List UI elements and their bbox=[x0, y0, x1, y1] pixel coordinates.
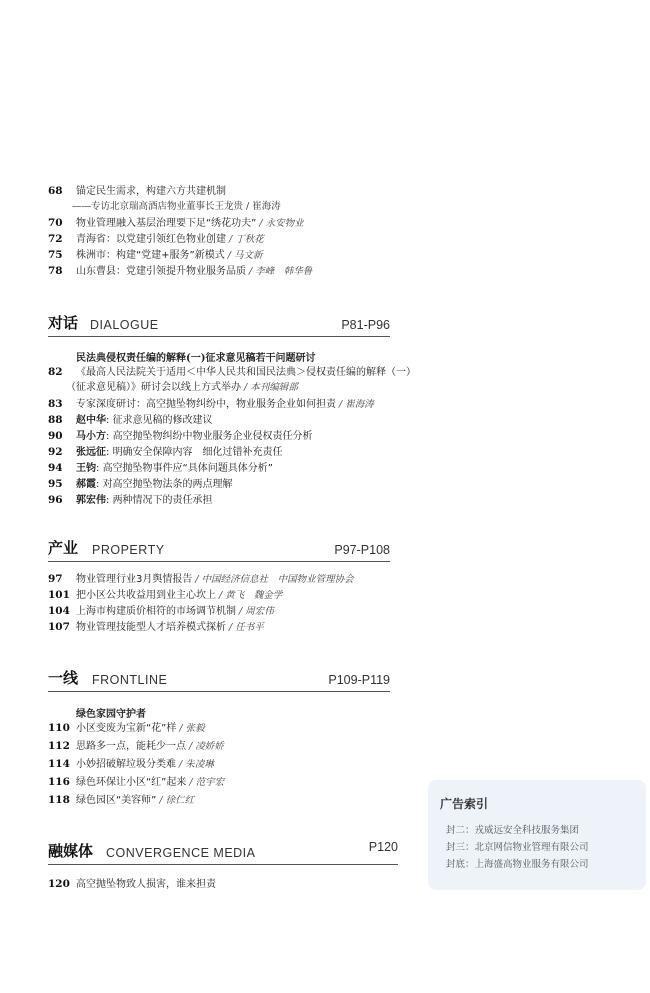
group-heading: 民法典侵权责任编的解释(一)征求意见稿若干问题研讨 bbox=[76, 353, 316, 364]
section-pages: P97-P108 bbox=[334, 543, 390, 557]
toc-entry-110[interactable] bbox=[48, 721, 205, 736]
entry-author: / 周宏伟 bbox=[236, 606, 274, 617]
section-title-en: FRONTLINE bbox=[92, 673, 168, 687]
entry-title: 物业管理行业3月舆情报告 bbox=[76, 574, 193, 585]
toc-entry-78[interactable] bbox=[48, 264, 312, 279]
section-title-cn: 融媒体 bbox=[48, 842, 94, 860]
toc-entry-101[interactable] bbox=[48, 588, 282, 603]
ad-index-item: 封三：北京网信物业管理有限公司 bbox=[446, 842, 589, 853]
author-name: 郭宏伟 bbox=[76, 495, 106, 506]
entry-title: 高空抛坠物纠纷中物业服务企业侵权责任分析 bbox=[112, 431, 313, 442]
section-header-property bbox=[48, 539, 390, 562]
ad-index-box bbox=[428, 780, 646, 890]
page-number: 120 bbox=[48, 878, 70, 890]
group-heading: 绿色家园守护者 bbox=[76, 709, 146, 720]
entry-author: / 黄飞 魏金学 bbox=[216, 590, 283, 601]
section-pages: P81-P96 bbox=[341, 318, 390, 332]
page-number: 104 bbox=[48, 605, 70, 617]
toc-entry-72[interactable] bbox=[48, 232, 264, 247]
author-name: 张远征 bbox=[76, 447, 106, 458]
author-name: 郝霞 bbox=[76, 479, 96, 490]
page-number: 78 bbox=[48, 265, 63, 277]
ad-index-item: 封二：戎威远安全科技服务集团 bbox=[446, 825, 580, 836]
entry-author: / 马文新 bbox=[224, 250, 263, 261]
entry-title: 绿色园区“美容师” bbox=[76, 795, 157, 806]
section-title-cn: 对话 bbox=[48, 314, 79, 332]
section-pages: P109-P119 bbox=[328, 673, 390, 687]
entry-title: 物业管理融入基层治理要下足“绣花功夫” bbox=[76, 218, 257, 229]
author-name: 王钧 bbox=[76, 463, 96, 474]
entry-title: 株洲市：构建“党建+服务”新模式 bbox=[76, 250, 225, 261]
toc-entry-92[interactable]: 92 张远征: 明确安全保障内容 细化过错补充责任 bbox=[48, 446, 283, 458]
entry-author: / 任书平 bbox=[226, 622, 264, 633]
entry-title: 小妙招破解垃圾分类难 bbox=[76, 759, 176, 770]
ad-index-item: 封底：上海盛高物业服务有限公司 bbox=[446, 859, 589, 870]
author-name: 马小方 bbox=[76, 431, 106, 442]
toc-entry-90[interactable]: 90 马小方: 高空抛坠物纠纷中物业服务企业侵权责任分析 bbox=[48, 430, 313, 442]
page-number: 107 bbox=[48, 621, 70, 633]
toc-entry-82-continued[interactable] bbox=[66, 381, 298, 395]
section-pages: P120 bbox=[368, 840, 398, 854]
page-number: 72 bbox=[48, 233, 63, 245]
toc-entry-104[interactable] bbox=[48, 604, 274, 619]
entry-title: 把小区公共收益用到业主心坎上 bbox=[76, 590, 216, 601]
toc-entry-96[interactable]: 96 郭宏伟: 两种情况下的责任承担 bbox=[48, 494, 213, 506]
page-number: 97 bbox=[48, 573, 63, 585]
entry-author: / 永安物业 bbox=[256, 218, 304, 229]
author-name: 赵中华 bbox=[76, 415, 106, 426]
toc-entry-116[interactable] bbox=[48, 775, 224, 790]
entry-title: 高空抛坠物事件应“具体问题具体分析” bbox=[102, 463, 273, 474]
page-number: 116 bbox=[48, 776, 70, 788]
entry-title: 明确安全保障内容 细化过错补充责任 bbox=[112, 447, 283, 458]
entry-title: 青海省：以党建引领红色物业创建 bbox=[76, 234, 226, 245]
page-number: 75 bbox=[48, 249, 63, 261]
section-title-en: DIALOGUE bbox=[90, 318, 159, 332]
entry-author: / 本刊编辑部 bbox=[241, 382, 298, 393]
ad-index-title: 广告索引 bbox=[440, 797, 489, 811]
toc-entry-88[interactable]: 88 赵中华: 征求意见稿的修改建议 bbox=[48, 414, 213, 426]
page-number: 118 bbox=[48, 794, 70, 806]
section-header-convergence-media bbox=[48, 842, 398, 865]
page-number: 112 bbox=[48, 740, 70, 752]
entry-title-continued: （征求意见稿）》研讨会以线上方式举办 bbox=[66, 382, 241, 393]
page-number: 101 bbox=[48, 589, 70, 601]
entry-title: 小区变废为宝新“花”样 bbox=[76, 723, 177, 734]
entry-title: 思路多一点，能耗少一点 bbox=[76, 741, 186, 752]
entry-title: 《最高人民法院关于适用＜中华人民共和国民法典＞侵权责任编的解释（一） bbox=[76, 367, 416, 378]
entry-title: 绿色环保让小区“红”起来 bbox=[76, 777, 187, 788]
toc-entry-107[interactable] bbox=[48, 620, 264, 635]
toc-entry-118[interactable] bbox=[48, 793, 194, 808]
entry-author: / 丁秋花 bbox=[226, 234, 264, 245]
toc-entry-120[interactable] bbox=[48, 877, 216, 892]
section-header-frontline bbox=[48, 669, 390, 692]
page-number: 96 bbox=[48, 494, 63, 506]
page-number: 95 bbox=[48, 478, 63, 490]
entry-author: / 中国经济信息社 中国物业管理协会 bbox=[192, 574, 354, 585]
page-number: 82 bbox=[48, 366, 63, 378]
entry-title: 锚定民生需求，构建六方共建机制 bbox=[76, 186, 226, 197]
entry-author: / 范宇宏 bbox=[186, 777, 225, 788]
entry-author: / 凌娇娇 bbox=[186, 741, 224, 752]
entry-author: / 崔海涛 bbox=[336, 399, 374, 410]
section-title-en: CONVERGENCE MEDIA bbox=[106, 846, 256, 860]
entry-title: 两种情况下的责任承担 bbox=[112, 495, 213, 506]
page-number: 92 bbox=[48, 446, 63, 458]
entry-title: 高空抛坠物致人损害，谁来担责 bbox=[76, 879, 216, 890]
entry-title: 专家深度研讨：高空抛坠物纠纷中，物业服务企业如何担责 bbox=[76, 399, 336, 410]
page-number: 110 bbox=[48, 722, 70, 734]
entry-title: 物业管理技能型人才培养模式探析 bbox=[76, 622, 226, 633]
section-title-cn: 产业 bbox=[48, 539, 79, 557]
toc-entry-112[interactable] bbox=[48, 739, 224, 754]
toc-entry-83[interactable] bbox=[48, 397, 374, 412]
entry-author: / 张毅 bbox=[176, 723, 205, 734]
toc-entry-97[interactable] bbox=[48, 572, 354, 587]
entry-title: 山东曹县：党建引领提升物业服务品质 bbox=[76, 266, 246, 277]
toc-entry-114[interactable] bbox=[48, 757, 214, 772]
entry-subtitle: ——专访北京瑞高酒店物业董事长王龙贵 / 崔海涛 bbox=[72, 201, 281, 212]
page-number: 114 bbox=[48, 758, 70, 770]
page-number: 68 bbox=[48, 185, 63, 197]
toc-entry-94[interactable]: 94 王钧: 高空抛坠物事件应“具体问题具体分析” bbox=[48, 462, 273, 474]
page-number: 88 bbox=[48, 414, 63, 426]
toc-entry-68[interactable] bbox=[48, 184, 226, 199]
page-number: 94 bbox=[48, 462, 63, 474]
entry-author: / 朱凌琳 bbox=[176, 759, 214, 770]
page-number: 83 bbox=[48, 398, 63, 410]
entry-title: 征求意见稿的修改建议 bbox=[112, 415, 213, 426]
toc-entry-82[interactable] bbox=[48, 365, 416, 380]
section-header-dialogue bbox=[48, 314, 390, 337]
toc-entry-75[interactable] bbox=[48, 248, 263, 263]
entry-author: / 李峰 韩华鲁 bbox=[246, 266, 313, 277]
page-number: 90 bbox=[48, 430, 63, 442]
entry-title: 上海市构建质价相符的市场调节机制 bbox=[76, 606, 236, 617]
entry-author: / 徐仁红 bbox=[156, 795, 195, 806]
entry-title: 对高空抛坠物法条的两点理解 bbox=[102, 479, 233, 490]
toc-entry-70[interactable] bbox=[48, 216, 304, 231]
section-title-cn: 一线 bbox=[48, 669, 79, 687]
section-title-en: PROPERTY bbox=[92, 543, 165, 557]
toc-entry-95[interactable]: 95 郝霞: 对高空抛坠物法条的两点理解 bbox=[48, 478, 233, 490]
page-number: 70 bbox=[48, 217, 63, 229]
